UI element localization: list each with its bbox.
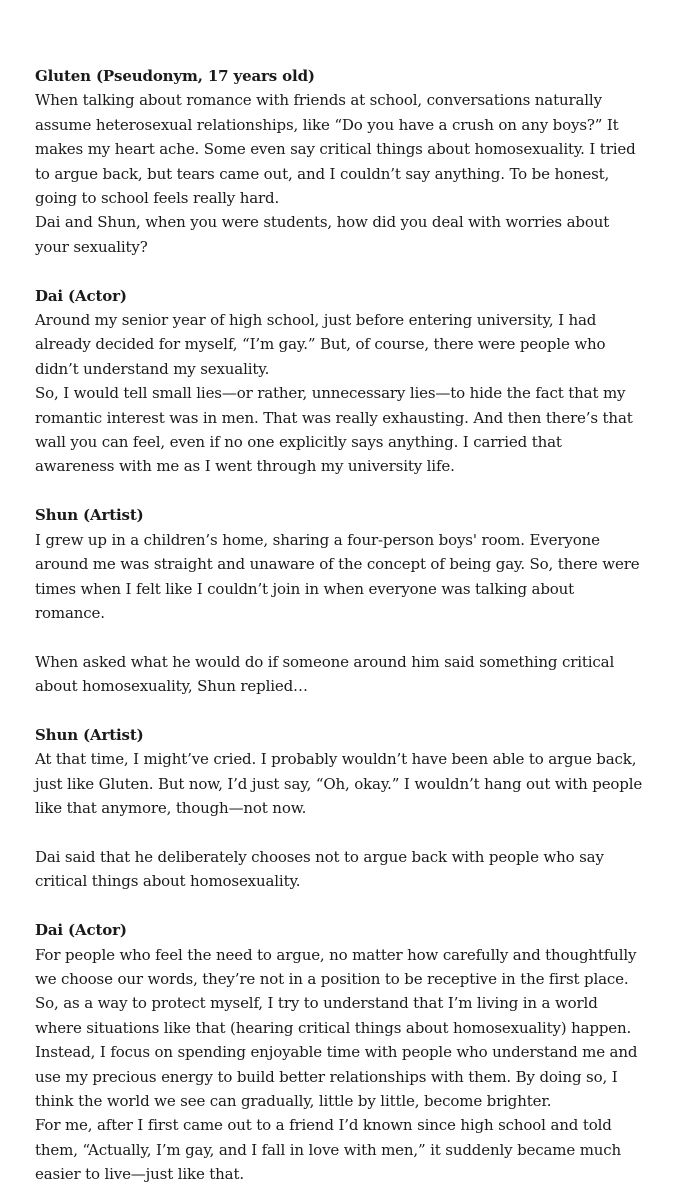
narration-paragraph: Dai said that he deliberately chooses not to argue back with people who say critical things about homosexuality. [35, 847, 604, 891]
paragraph: At that time, I might’ve cried. I probably wouldn’t have been able to argue back, just like Gluten. But now, I’d just say, “Oh, okay.” I wouldn’t hang out with people like that anymore, though—not now. [35, 750, 643, 818]
paragraph: When talking about romance with friends at school, conversations naturally assume heterosexual relationships, like “Do you have a crush on any boys?” It makes my heart ache. Some even say critical things about homosexuality. I tried to argue back, but tears came out, and I couldn’t say anything. To be honest, going to school feels really hard. [35, 91, 636, 208]
speaker-name: Shun (Artist) [35, 506, 144, 525]
paragraph: Around my senior year of high school, just before entering university, I had already decided for myself, “I’m gay.” But, of course, there were people who didn’t understand my sexuality. [35, 311, 606, 378]
interview-block-dai-2 [35, 918, 645, 1186]
paragraph: For me, after I first came out to a friend I’d known since high school and told them, “Actually, I’m gay, and I fall in love with men,” it suddenly became much easier to live—just like that. [35, 1116, 622, 1184]
interview-block-shun [35, 503, 645, 625]
speaker-name: Dai (Actor) [35, 921, 127, 940]
speaker-name: Gluten (Pseudonym, 17 years old) [35, 67, 315, 85]
interview-block-shun-2 [35, 723, 645, 821]
paragraph: Dai and Shun, when you were students, how did you deal with worries about your sexuality? [35, 213, 610, 256]
paragraph: I grew up in a children’s home, sharing a four-person boys' room. Everyone around me was straight and unaware of the concept of being gay. So, there were times when I felt like I couldn’t join in when everyone was talking about romance. [35, 530, 640, 622]
paragraph: So, as a way to protect myself, I try to understand that I’m living in a world where situations like that (hearing critical things about homosexuality) happen. Instead, I focus on spending enjoyable time with people who understand me and use my precious energy to build better relationships with them. By doing so, I think the world we see can gradually, little by little, become brighter. [35, 994, 638, 1110]
narration-block [35, 650, 645, 699]
interview-block-dai [35, 284, 645, 479]
speaker-name: Shun (Artist) [35, 725, 144, 744]
paragraph: For people who feel the need to argue, no matter how carefully and thoughtfully we choose our words, they’re not in a position to be receptive in the first place. [35, 945, 637, 988]
paragraph: So, I would tell small lies—or rather, unnecessary lies—to hide the fact that my romantic interest was in men. That was really exhausting. And then there’s that wall you can feel, even if no one explicitly says anything. I carried that awareness with me as I went through my university life. [35, 384, 633, 476]
speaker-name: Dai (Actor) [35, 286, 127, 305]
narration-paragraph: When asked what he would do if someone around him said something critical about homosexuality, Shun replied… [35, 652, 615, 696]
narration-block-2 [35, 845, 645, 894]
interview-block-gluten [35, 64, 645, 259]
